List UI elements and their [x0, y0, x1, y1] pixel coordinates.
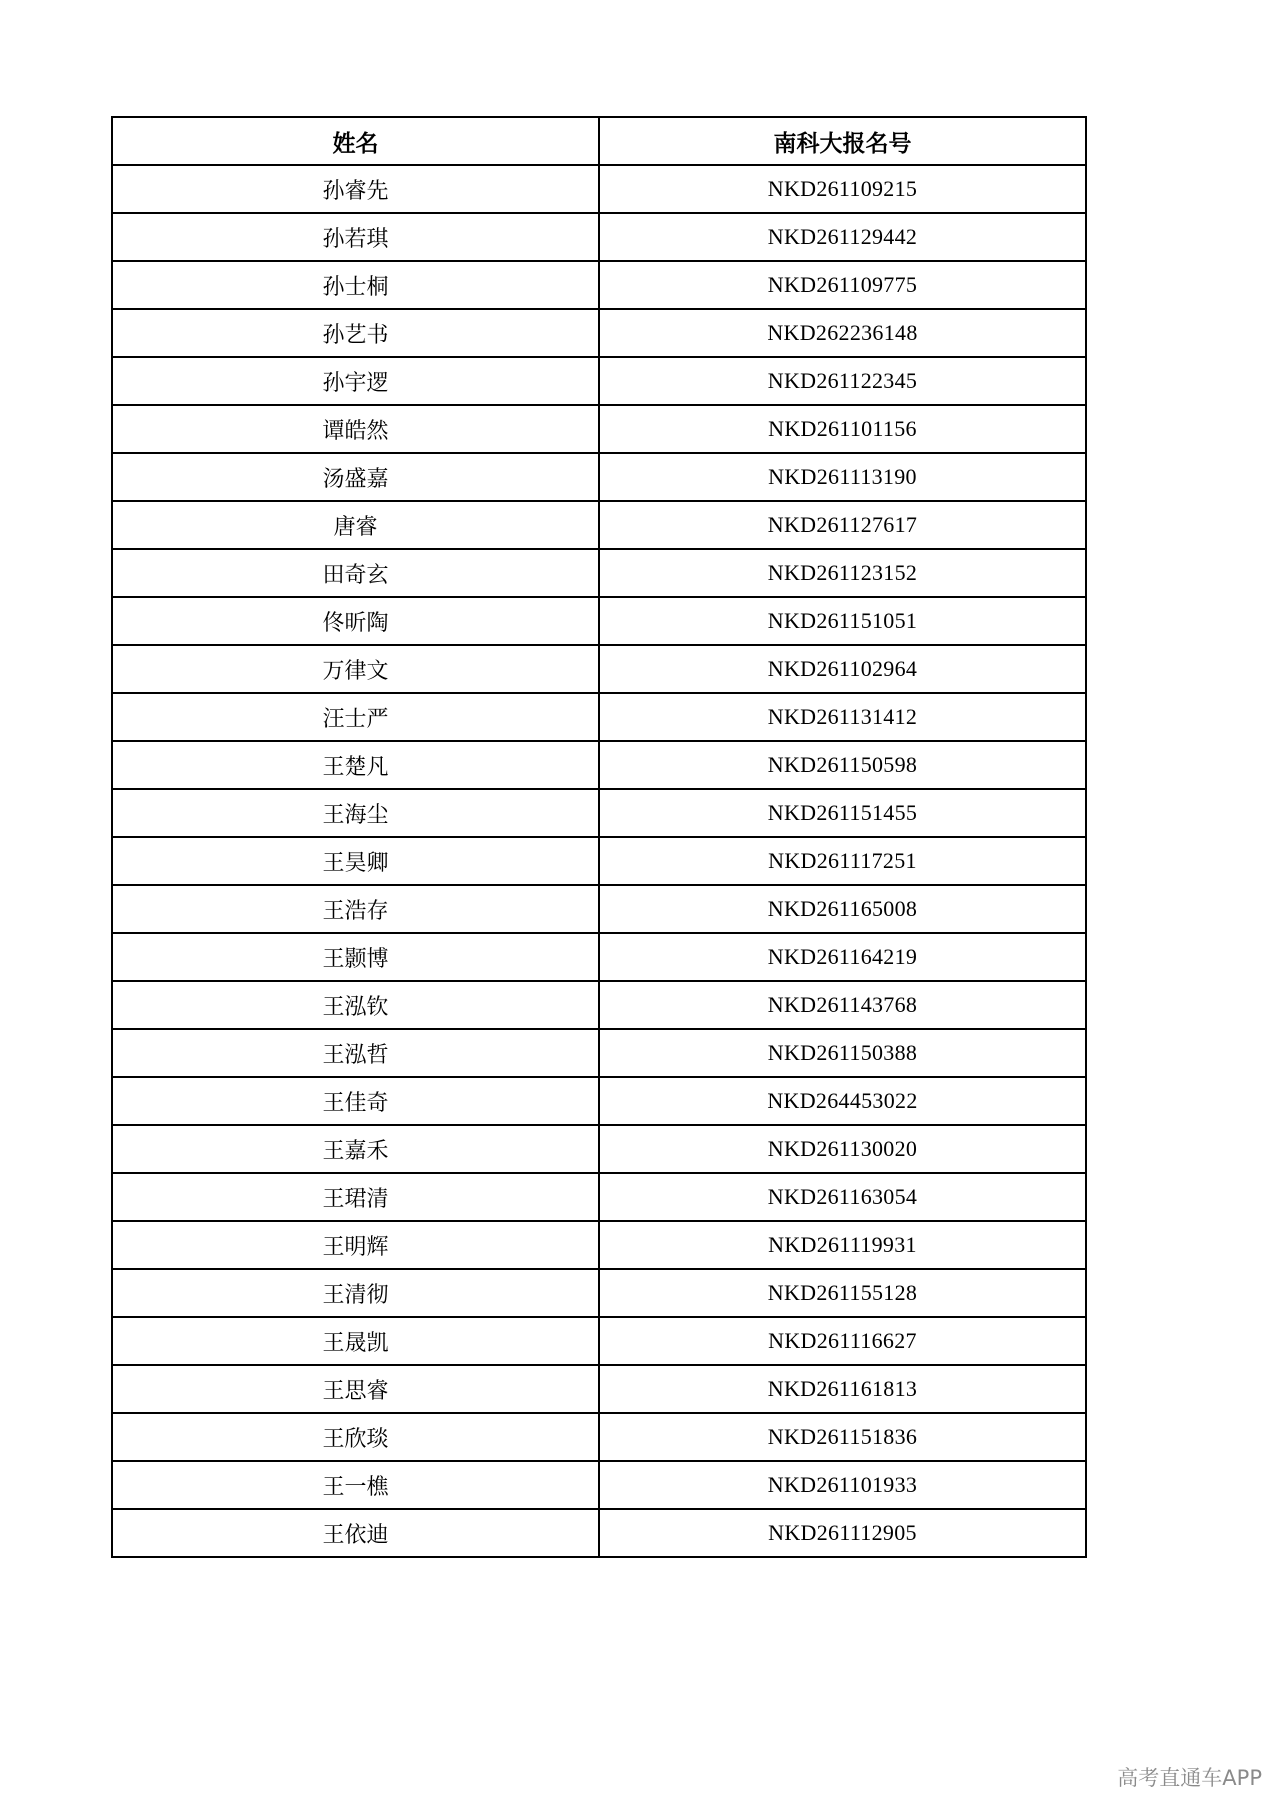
registration-id-cell: NKD261101933	[599, 1461, 1086, 1509]
student-name-cell: 孙睿先	[112, 165, 599, 213]
registration-id-cell: NKD261113190	[599, 453, 1086, 501]
student-name-cell: 王晟凯	[112, 1317, 599, 1365]
registration-id-cell: NKD261109775	[599, 261, 1086, 309]
registration-id-cell: NKD261101156	[599, 405, 1086, 453]
table-row	[112, 1221, 1086, 1269]
header-registration-id: 南科大报名号	[599, 117, 1086, 165]
table-row	[112, 165, 1086, 213]
table-row	[112, 933, 1086, 981]
registration-id-cell: NKD261123152	[599, 549, 1086, 597]
table-row	[112, 1365, 1086, 1413]
student-name-cell: 孙士桐	[112, 261, 599, 309]
registration-id-cell: NKD261161813	[599, 1365, 1086, 1413]
registration-id-cell: NKD261117251	[599, 837, 1086, 885]
registration-id-cell: NKD261129442	[599, 213, 1086, 261]
registration-id-cell: NKD261112905	[599, 1509, 1086, 1557]
table-row	[112, 453, 1086, 501]
table-row	[112, 837, 1086, 885]
registration-id-cell: NKD261151051	[599, 597, 1086, 645]
registration-id-cell: NKD262236148	[599, 309, 1086, 357]
registration-id-cell: NKD261116627	[599, 1317, 1086, 1365]
student-name-cell: 汪士严	[112, 693, 599, 741]
table-body	[112, 165, 1086, 1557]
student-name-cell: 汤盛嘉	[112, 453, 599, 501]
table-row	[112, 981, 1086, 1029]
student-name-cell: 谭皓然	[112, 405, 599, 453]
student-name-cell: 王珺清	[112, 1173, 599, 1221]
table-row	[112, 1509, 1086, 1557]
student-name-cell: 孙若琪	[112, 213, 599, 261]
registration-id-cell: NKD264453022	[599, 1077, 1086, 1125]
registration-id-cell: NKD261164219	[599, 933, 1086, 981]
table-row	[112, 213, 1086, 261]
student-name-cell: 王泓钦	[112, 981, 599, 1029]
registration-id-cell: NKD261143768	[599, 981, 1086, 1029]
student-name-cell: 王思睿	[112, 1365, 599, 1413]
student-name-cell: 田奇玄	[112, 549, 599, 597]
student-name-cell: 佟昕陶	[112, 597, 599, 645]
registration-id-cell: NKD261131412	[599, 693, 1086, 741]
table-row	[112, 1125, 1086, 1173]
student-name-cell: 王泓哲	[112, 1029, 599, 1077]
student-name-cell: 王清彻	[112, 1269, 599, 1317]
table-row	[112, 1029, 1086, 1077]
student-name-cell: 孙艺书	[112, 309, 599, 357]
registration-id-cell: NKD261165008	[599, 885, 1086, 933]
student-name-cell: 王一樵	[112, 1461, 599, 1509]
table-row	[112, 261, 1086, 309]
table-row	[112, 597, 1086, 645]
student-name-cell: 王楚凡	[112, 741, 599, 789]
table-row	[112, 1461, 1086, 1509]
table-row	[112, 1413, 1086, 1461]
table-row	[112, 501, 1086, 549]
table-row	[112, 1317, 1086, 1365]
student-name-cell: 唐睿	[112, 501, 599, 549]
table-row	[112, 549, 1086, 597]
table-row	[112, 789, 1086, 837]
student-name-cell: 王昊卿	[112, 837, 599, 885]
registration-id-cell: NKD261119931	[599, 1221, 1086, 1269]
registration-id-cell: NKD261151455	[599, 789, 1086, 837]
table-row	[112, 1173, 1086, 1221]
table-row	[112, 693, 1086, 741]
registration-id-cell: NKD261151836	[599, 1413, 1086, 1461]
watermark: 高考直通车APP	[1117, 1766, 1262, 1790]
table-row	[112, 309, 1086, 357]
roster-table	[111, 116, 1087, 1558]
table-row	[112, 1077, 1086, 1125]
student-name-cell: 王嘉禾	[112, 1125, 599, 1173]
table-row	[112, 1269, 1086, 1317]
table-header-row	[112, 117, 1086, 165]
student-name-cell: 王依迪	[112, 1509, 599, 1557]
table-row	[112, 885, 1086, 933]
registration-id-cell: NKD261163054	[599, 1173, 1086, 1221]
registration-id-cell: NKD261109215	[599, 165, 1086, 213]
table-row	[112, 405, 1086, 453]
registration-id-cell: NKD261155128	[599, 1269, 1086, 1317]
student-name-cell: 王浩存	[112, 885, 599, 933]
student-name-cell: 王海尘	[112, 789, 599, 837]
table-row	[112, 741, 1086, 789]
student-name-cell: 王明辉	[112, 1221, 599, 1269]
table-row	[112, 645, 1086, 693]
registration-id-cell: NKD261130020	[599, 1125, 1086, 1173]
student-name-cell: 孙宇逻	[112, 357, 599, 405]
registration-id-cell: NKD261150388	[599, 1029, 1086, 1077]
student-name-cell: 万律文	[112, 645, 599, 693]
registration-id-cell: NKD261102964	[599, 645, 1086, 693]
registration-id-cell: NKD261122345	[599, 357, 1086, 405]
student-name-cell: 王欣琰	[112, 1413, 599, 1461]
student-name-cell: 王颢博	[112, 933, 599, 981]
table-row	[112, 357, 1086, 405]
header-name: 姓名	[112, 117, 599, 165]
student-name-cell: 王佳奇	[112, 1077, 599, 1125]
registration-id-cell: NKD261127617	[599, 501, 1086, 549]
registration-id-cell: NKD261150598	[599, 741, 1086, 789]
